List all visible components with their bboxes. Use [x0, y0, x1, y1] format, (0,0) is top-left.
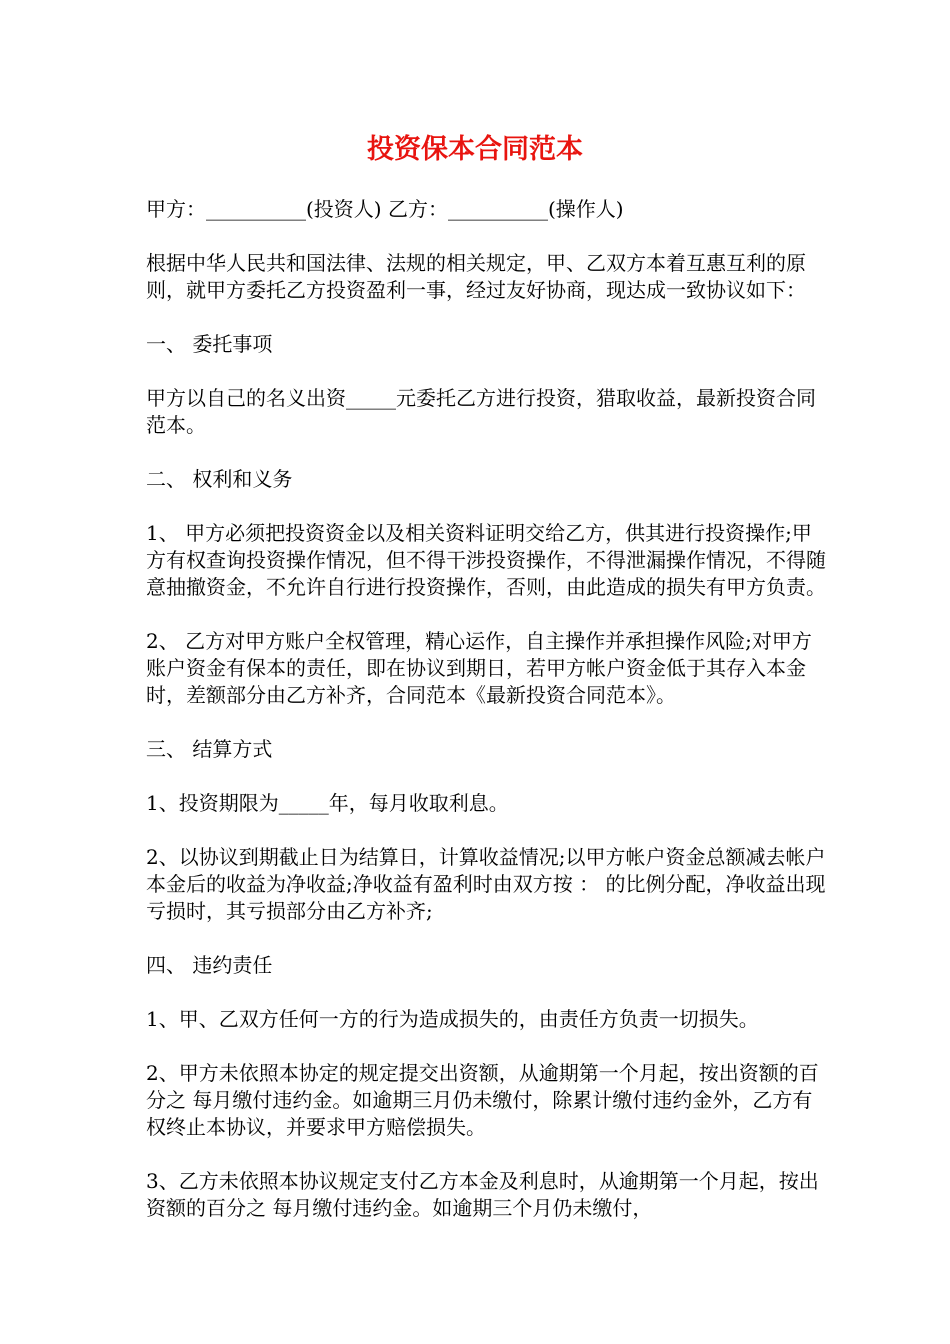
section-settlement-paragraph-1: 1、投资期限为_____年，每月收取利息。	[146, 791, 509, 815]
section-heading-settlement: 三、 结算方式	[146, 737, 273, 761]
section-settlement-paragraph-2: 2、以协议到期截止日为结算日，计算收益情况;以甲方帐户资金总额减去帐户本金后的收益为净收益;净收益有盈利时由双方按 ： 的比例分配，净收益出现亏损时，其亏损部分由乙方补齐;	[146, 845, 826, 923]
document-title: 投资保本合同范本	[367, 134, 583, 165]
section-liability-paragraph-1: 1、甲、乙双方任何一方的行为造成损失的，由责任方负责一切损失。	[146, 1007, 759, 1031]
section-heading-rights: 二、 权利和义务	[146, 467, 293, 491]
section-rights-paragraph-2: 2、 乙方对甲方账户全权管理，精心运作，自主操作并承担操作风险;对甲方账户资金有保本的责任，即在协议到期日，若甲方帐户资金低于其存入本金时，差额部分由乙方补齐，合同范本《最新投资合同范本》。	[146, 629, 812, 707]
document-body	[146, 196, 826, 1222]
section-heading-liability: 四、 违约责任	[146, 953, 273, 977]
parties-line: 甲方：__________(投资人) 乙方：__________(操作人)	[146, 197, 624, 221]
section-heading-entrustment: 一、 委托事项	[146, 332, 273, 356]
section-liability-paragraph-2: 2、甲方未依照本协定的规定提交出资额，从逾期第一个月起，按出资额的百分之 每月缴付违约金。如逾期三月仍未缴付，除累计缴付违约金外，乙方有权终止本协议，并要求甲方赔偿损失。	[146, 1061, 819, 1139]
intro-paragraph: 根据中华人民共和国法律、法规的相关规定，甲、乙双方本着互惠互利的原则，就甲方委托乙方投资盈利一事，经过友好协商，现达成一致协议如下：	[146, 251, 806, 302]
section-rights-paragraph-1: 1、 甲方必须把投资资金以及相关资料证明交给乙方，供其进行投资操作;甲方有权查询投资操作情况，但不得干涉投资操作，不得泄漏操作情况，不得随意抽撤资金，不允许自行进行投资操作，否则，由此造成的损失有甲方负责。	[146, 521, 826, 599]
section-liability-paragraph-3: 3、乙方未依照本协议规定支付乙方本金及利息时，从逾期第一个月起，按出资额的百分之 每月缴付违约金。如逾期三个月仍未缴付，	[146, 1169, 819, 1220]
section-entrustment-paragraph: 甲方以自己的名义出资_____元委托乙方进行投资，猎取收益，最新投资合同范本。	[146, 386, 816, 437]
